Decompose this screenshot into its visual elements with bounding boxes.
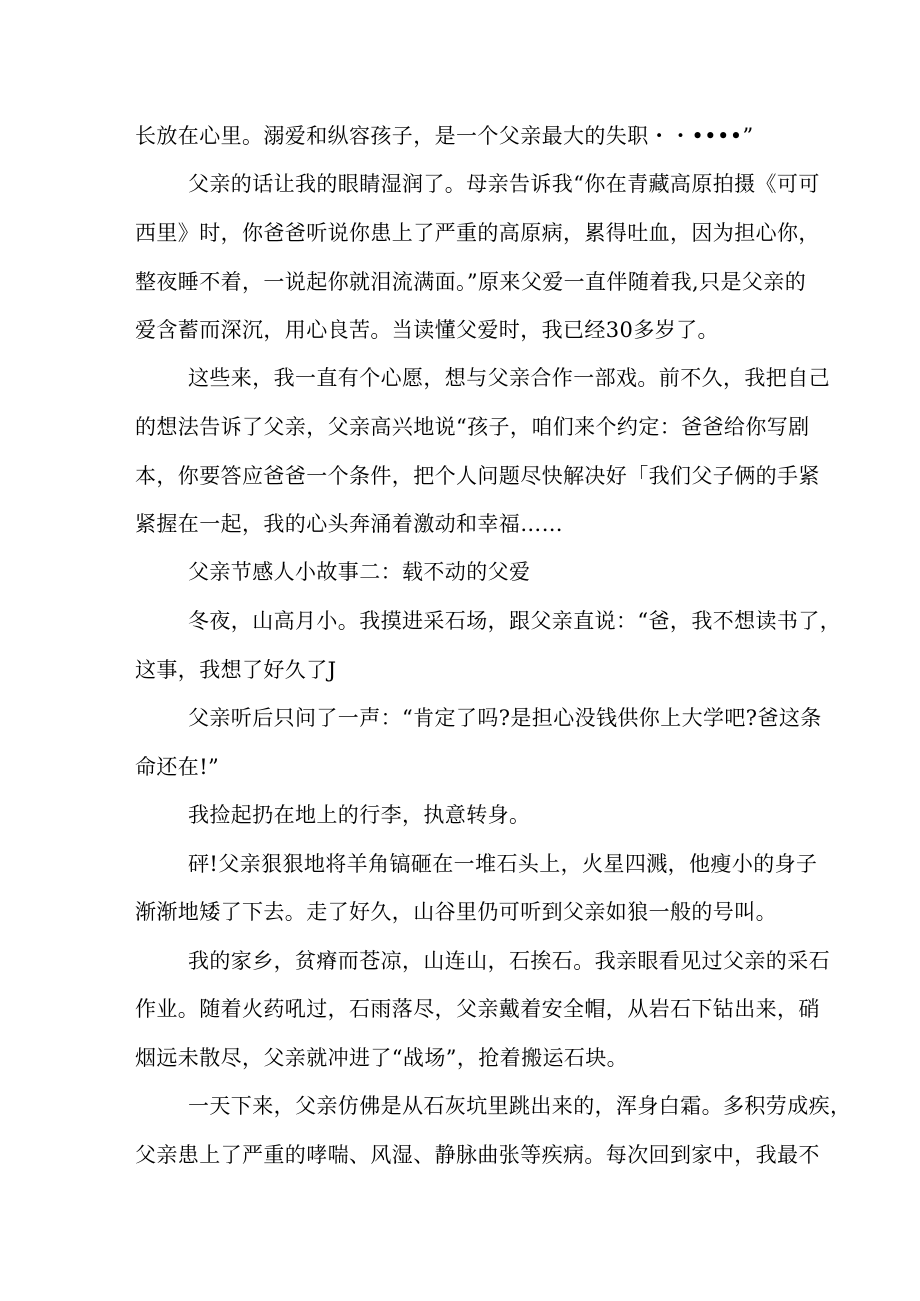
text-line: 的想法告诉了父亲，父亲高兴地说“孩子，咱们来个约定：爸爸给你写剧 — [135, 415, 810, 439]
text-line: 作业。随着火药吼过，石雨落尽，父亲戴着安全帽，从岩石下钻出来，硝 — [135, 997, 820, 1021]
section-heading: 父亲节感人小故事二：载不动的父爱 — [188, 560, 531, 584]
text-line: 命还在!” — [135, 755, 220, 779]
text-line: 本，你要答应爸爸一个条件，把个人问题尽快解决好「我们父子俩的手紧 — [135, 464, 820, 488]
text-line: 西里》时，你爸爸听说你患上了严重的高原病，累得吐血，因为担心你， — [135, 221, 820, 245]
text-line: 这些来，我一直有个心愿，想与父亲合作一部戏。前不久，我把自己 — [188, 366, 830, 390]
text-line: 砰!父亲狠狠地将羊角镐砸在一堆石头上，火星四溅，他瘦小的身子 — [188, 852, 818, 876]
text-line: 这事，我想了好久了J — [135, 658, 337, 682]
text-line: 父亲听后只问了一声：“肯定了吗?是担心没钱供你上大学吧?爸这条 — [188, 706, 822, 730]
text-line: 冬夜，山高月小。我摸进采石场，跟父亲直说：“爸，我不想读书了， — [188, 609, 842, 633]
text-line: 渐渐地矮了下去。走了好久，山谷里仍可听到父亲如狼一般的号叫。 — [135, 900, 777, 924]
text-line: 长放在心里。溺爱和纵容孩子，是一个父亲最大的失职・・••••” — [135, 124, 754, 148]
text-line: 爱含蓄而深沉，用心良苦。当读懂父爱时，我已经30多岁了。 — [135, 318, 719, 342]
text-line: 我的家乡，贫瘠而苍凉，山连山，石挨石。我亲眼看见过父亲的采石 — [188, 949, 830, 973]
text-line: 一天下来，父亲仿佛是从石灰坑里跳出来的，浑身白霜。多积劳成疾， — [188, 1094, 852, 1118]
text-line: 烟远未散尽，父亲就冲进了“战场”，抢着搬运石块。 — [135, 1046, 629, 1070]
text-line: 紧握在一起，我的心头奔涌着激动和幸福…… — [135, 512, 563, 536]
text-line: 我捡起扔在地上的行李，执意转身。 — [188, 803, 531, 827]
text-line: 整夜睡不着，一说起你就泪流满面。”原来父爱一直伴随着我,只是父亲的 — [135, 270, 807, 294]
text-line: 父亲患上了严重的哮喘、风湿、静脉曲张等疾病。每次回到家中，我最不 — [135, 1143, 820, 1167]
text-line: 父亲的话让我的眼睛湿润了。母亲告诉我“你在青藏高原拍摄《可可 — [188, 172, 820, 196]
